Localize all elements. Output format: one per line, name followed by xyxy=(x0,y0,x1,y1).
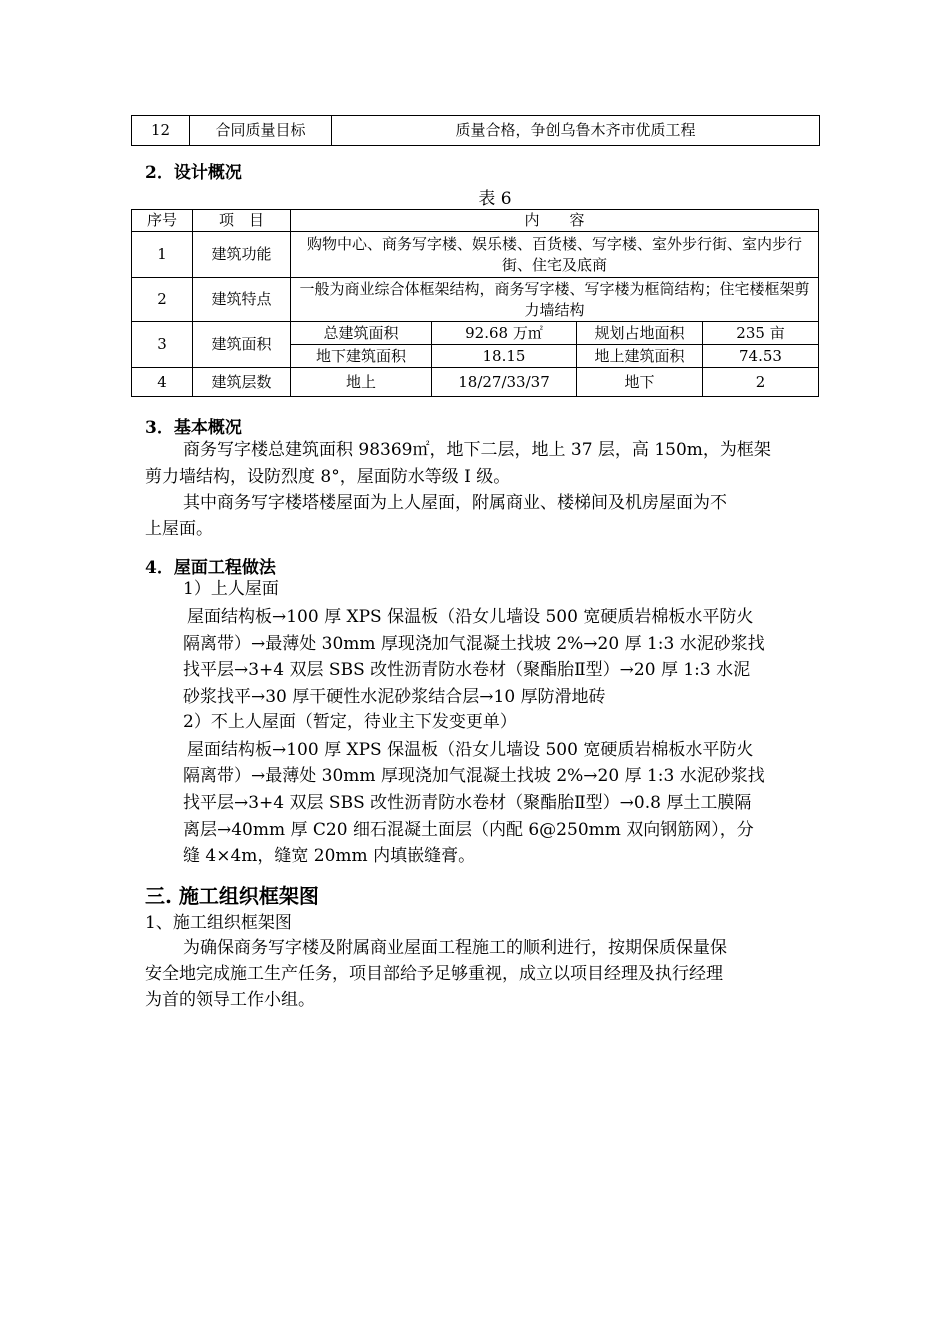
cell-label: 地上建筑面积 xyxy=(577,345,703,368)
design-overview-table xyxy=(131,209,819,397)
header-content: 内 容 xyxy=(291,210,819,232)
paragraph-line: 找平层→3+4 双层 SBS 改性沥青防水卷材（聚酯胎Ⅱ型）→20 厚 1:3 水泥 xyxy=(183,660,751,680)
paragraph-line: 离层→40mm 厚 C20 细石混凝土面层（内配 6@250mm 双向钢筋网），分 xyxy=(183,820,754,840)
row-item: 建筑功能 xyxy=(193,232,291,278)
paragraph-line: 为首的领导工作小组。 xyxy=(145,990,315,1010)
row-number: 1 xyxy=(132,232,193,278)
row-number: 2 xyxy=(132,278,193,322)
row-item: 建筑层数 xyxy=(193,368,291,397)
paragraph-line: 上屋面。 xyxy=(145,519,213,539)
row-content: 质量合格，争创乌鲁木齐市优质工程 xyxy=(332,116,820,146)
cell-label: 规划占地面积 xyxy=(577,322,703,345)
section-heading-design: 2．设计概况 xyxy=(145,163,242,183)
cell-label: 地下 xyxy=(577,368,703,397)
paragraph-line: 屋面结构板→100 厚 XPS 保温板（沿女儿墙设 500 宽硬质岩棉板水平防火 xyxy=(187,607,754,627)
row-number: 3 xyxy=(132,322,193,368)
section-heading-roof: 4．屋面工程做法 xyxy=(145,558,276,578)
paragraph-line: 隔离带）→最薄处 30mm 厚现浇加气混凝土找坡 2%→20 厚 1:3 水泥砂浆找 xyxy=(183,766,765,786)
cell-value: 18/27/33/37 xyxy=(432,368,577,397)
paragraph-line: 砂浆找平→30 厚干硬性水泥砂浆结合层→10 厚防滑地砖 xyxy=(183,687,606,707)
quality-target-table xyxy=(131,115,820,146)
row-item: 合同质量目标 xyxy=(190,116,332,146)
cell-value: 235 亩 xyxy=(703,322,819,345)
table-row xyxy=(132,278,819,322)
cell-label: 总建筑面积 xyxy=(291,322,432,345)
row-content: 一般为商业综合体框架结构，商务写字楼、写字楼为框筒结构；住宅楼框架剪力墙结构 xyxy=(291,278,819,322)
row-number: 4 xyxy=(132,368,193,397)
row-item: 建筑面积 xyxy=(193,322,291,368)
table-row xyxy=(132,368,819,397)
section-heading-basic: 3．基本概况 xyxy=(145,418,242,438)
paragraph-line: 其中商务写字楼塔楼屋面为上人屋面，附属商业、楼梯间及机房屋面为不 xyxy=(183,493,727,513)
paragraph-line: 隔离带）→最薄处 30mm 厚现浇加气混凝土找坡 2%→20 厚 1:3 水泥砂浆找 xyxy=(183,634,765,654)
cell-value: 18.15 xyxy=(432,345,577,368)
paragraph-line: 屋面结构板→100 厚 XPS 保温板（沿女儿墙设 500 宽硬质岩棉板水平防火 xyxy=(187,740,754,760)
cell-value: 2 xyxy=(703,368,819,397)
cell-label: 地下建筑面积 xyxy=(291,345,432,368)
table-row xyxy=(132,232,819,278)
subheading: 1、施工组织框架图 xyxy=(145,913,292,933)
row-item: 建筑特点 xyxy=(193,278,291,322)
paragraph-line: 商务写字楼总建筑面积 98369㎡，地下二层，地上 37 层，高 150m，为框架 xyxy=(183,440,771,460)
cell-value: 74.53 xyxy=(703,345,819,368)
paragraph-line: 安全地完成施工生产任务，项目部给予足够重视，成立以项目经理及执行经理 xyxy=(145,964,723,984)
header-no: 序号 xyxy=(132,210,193,232)
paragraph-line: 剪力墙结构，设防烈度 8°，屋面防水等级 I 级。 xyxy=(145,467,511,487)
table-caption: 表 6 xyxy=(478,189,512,209)
header-item: 项 目 xyxy=(193,210,291,232)
subheading: 2）不上人屋面（暂定，待业主下发变更单） xyxy=(183,712,517,732)
paragraph-line: 为确保商务写字楼及附属商业屋面工程施工的顺利进行，按期保质保量保 xyxy=(183,938,727,958)
cell-value: 92.68 万㎡ xyxy=(432,322,577,345)
table-row xyxy=(132,322,819,345)
paragraph-line: 找平层→3+4 双层 SBS 改性沥青防水卷材（聚酯胎Ⅱ型）→0.8 厚土工膜隔 xyxy=(183,793,752,813)
table-header-row xyxy=(132,210,819,232)
table-row xyxy=(132,116,820,146)
subheading: 1）上人屋面 xyxy=(183,579,279,599)
cell-label: 地上 xyxy=(291,368,432,397)
chapter-heading: 三. 施工组织框架图 xyxy=(145,884,319,908)
row-content: 购物中心、商务写字楼、娱乐楼、百货楼、写字楼、室外步行街、室内步行街、住宅及底商 xyxy=(291,232,819,278)
paragraph-line: 缝 4×4m，缝宽 20mm 内填嵌缝膏。 xyxy=(183,846,476,866)
row-number: 12 xyxy=(132,116,190,146)
